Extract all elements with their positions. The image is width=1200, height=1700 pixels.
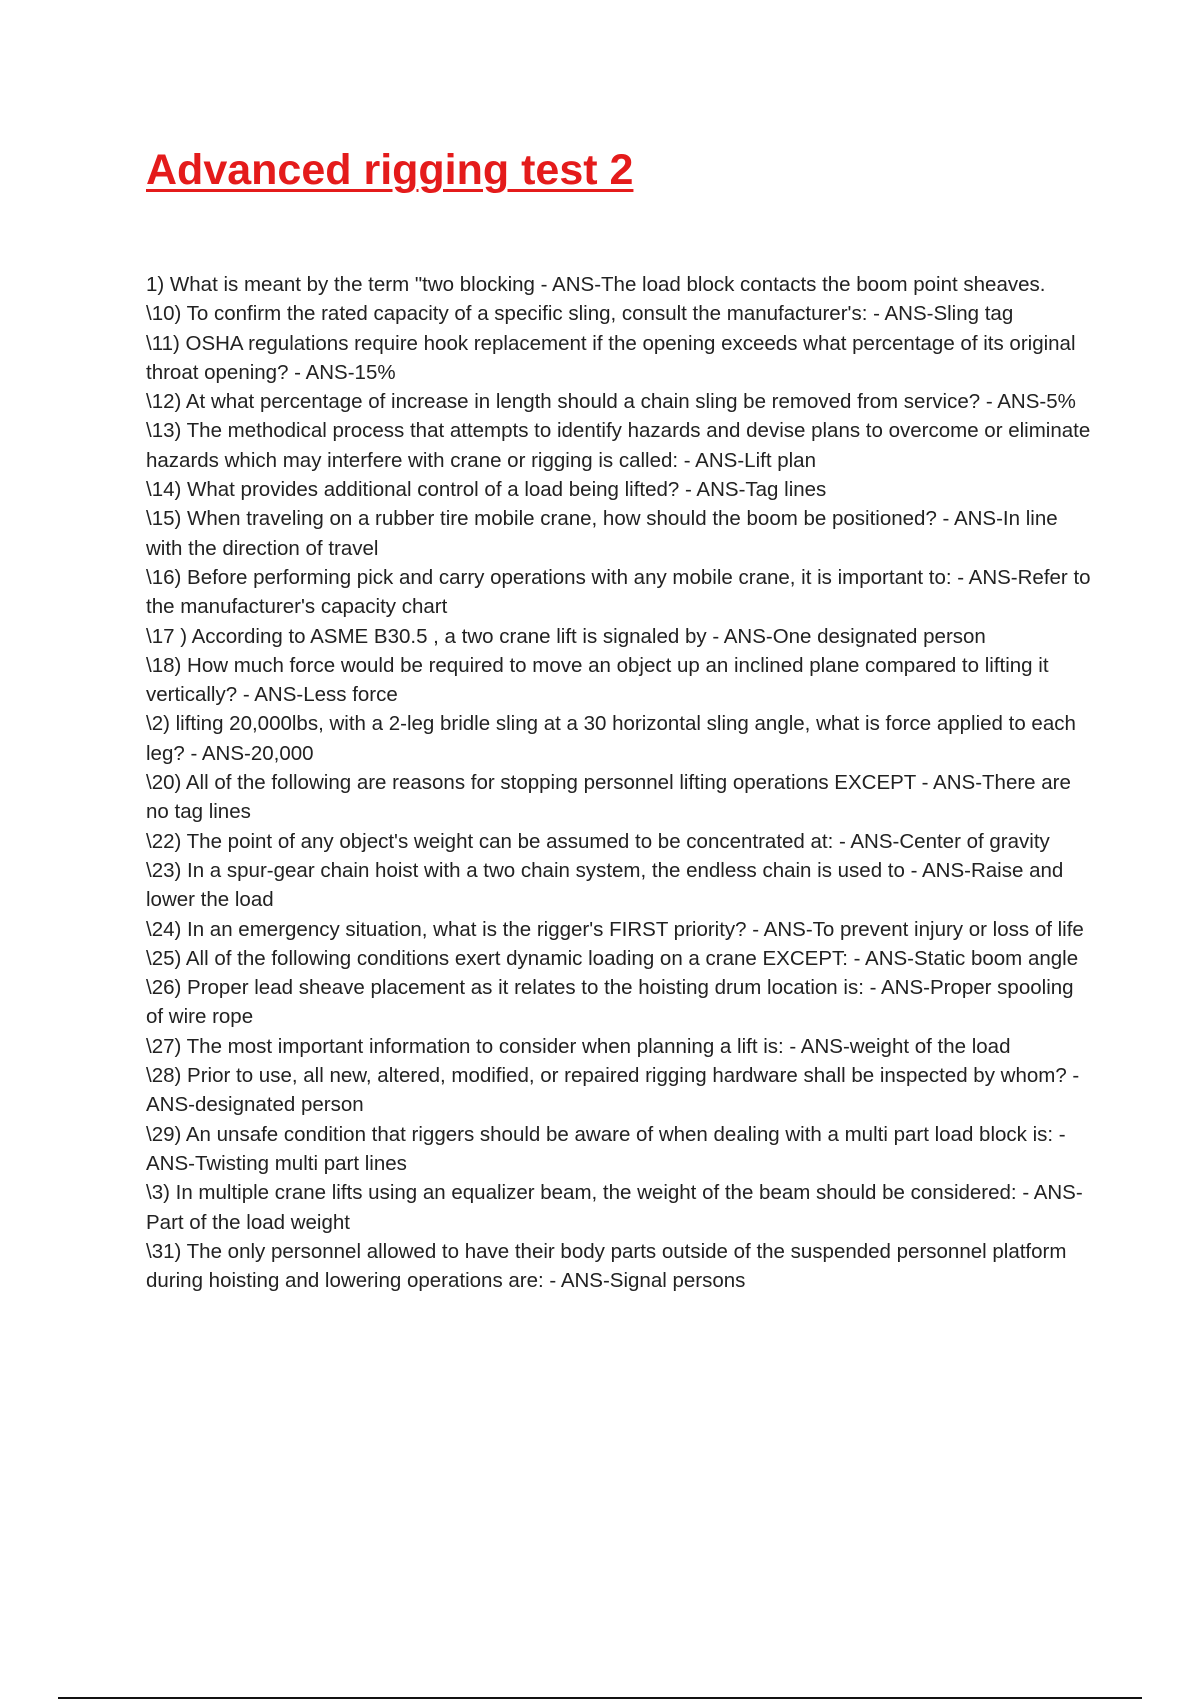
question-item-23: \23) In a spur-gear chain hoist with a two chain system, the endless chain is used to - ANS-Raise and lower the load [146, 858, 1064, 912]
question-item-13: \13) The methodical process that attempts to identify hazards and devise plans to overcome or eliminate hazards which may interfere with crane or rigging is called: - ANS-Lift plan [146, 419, 1091, 472]
question-item-15: \15) When traveling on a rubber tire mobile crane, how should the boom be positioned? - ANS-In line with the direction of travel [146, 507, 1058, 560]
question-item-16: \16) Before performing pick and carry operations with any mobile crane, it is important to: - ANS-Refer to the manufacturer's capacity chart [146, 565, 1091, 619]
question-item-24: \24) In an emergency situation, what is the rigger's FIRST priority? - ANS-To prevent injury or loss of life [146, 917, 1084, 941]
question-item-31: \31) The only personnel allowed to have their body parts outside of the suspended personnel platform during hoisting and lowering operations are: - ANS-Signal persons [146, 1239, 1067, 1293]
question-item-17: \17 ) According to ASME B30.5 , a two crane lift is signaled by - ANS-One designated person [146, 624, 986, 648]
question-item-29: \29) An unsafe condition that riggers should be aware of when dealing with a multi part load block is: - ANS-Twisting multi part lines [146, 1122, 1066, 1175]
question-item-27: \27) The most important information to consider when planning a lift is: - ANS-weight of the load [146, 1034, 1011, 1058]
question-item-10: \10) To confirm the rated capacity of a specific sling, consult the manufacturer's: - ANS-Sling tag [146, 302, 1014, 326]
page-title: Advanced rigging test 2 [146, 146, 634, 194]
question-item-28: \28) Prior to use, all new, altered, modified, or repaired rigging hardware shall be inspected by whom? - ANS-designated person [146, 1064, 1080, 1117]
question-item-11: \11) OSHA regulations require hook replacement if the opening exceeds what percentage of its original throat opening? - ANS-15% [146, 331, 1076, 384]
question-item-18: \18) How much force would be required to move an object up an inclined plane compared to lifting it vertically? - ANS-Less force [146, 653, 1049, 707]
question-item-12: \12) At what percentage of increase in length should a chain sling be removed from service? - ANS-5% [146, 390, 1076, 414]
question-item-14: \14) What provides additional control of a load being lifted? - ANS-Tag lines [146, 478, 827, 502]
question-item-22: \22) The point of any object's weight can be assumed to be concentrated at: - ANS-Center of gravity [146, 829, 1050, 853]
question-answer-list [146, 270, 1096, 1295]
question-item-20: \20) All of the following are reasons for stopping personnel lifting operations EXCEPT - ANS-There are no tag lines [146, 771, 1071, 824]
question-item-26: \26) Proper lead sheave placement as it relates to the hoisting drum location is: - ANS-Proper spooling of wire rope [146, 976, 1074, 1029]
question-item-25: \25) All of the following conditions exert dynamic loading on a crane EXCEPT: - ANS-Static boom angle [146, 946, 1079, 970]
footer-divider [58, 1697, 1142, 1699]
question-item-1: 1) What is meant by the term "two blocking - ANS-The load block contacts the boom point sheaves. [146, 273, 1046, 296]
question-item-3: \3) In multiple crane lifts using an equalizer beam, the weight of the beam should be considered: - ANS-Part of the load weight [146, 1181, 1083, 1234]
question-item-2: \2) lifting 20,000lbs, with a 2-leg bridle sling at a 30 horizontal sling angle, what is force applied to each leg? - ANS-20,000 [146, 712, 1076, 765]
